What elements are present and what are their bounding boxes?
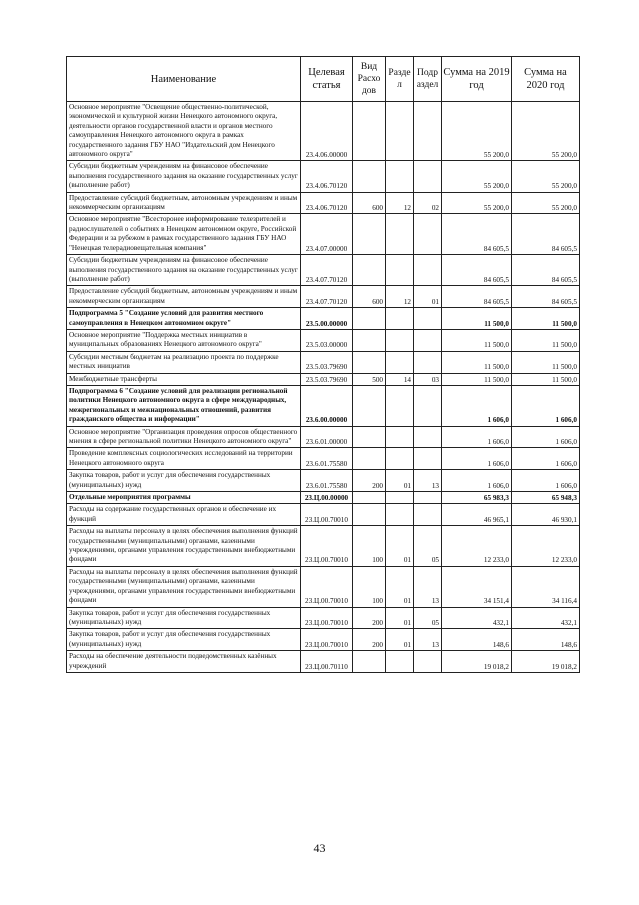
row-sum-2020-cell: 432,1	[512, 607, 580, 629]
row-name-cell: Расходы на выплаты персоналу в целях обеспечения выполнения функций государственными (муниципальными) органами, казенными учреждениями, органами управления государственными внебюджетными фондами	[67, 566, 301, 607]
row-sum-2019-cell: 148,6	[442, 629, 512, 651]
row-expense-type-cell: 100	[353, 526, 386, 567]
row-sum-2019-cell: 55 200,0	[442, 192, 512, 214]
row-target-article-cell: 23.6.01.75580	[301, 470, 353, 492]
row-expense-type-cell: 200	[353, 629, 386, 651]
row-sum-2020-cell: 84 605,5	[512, 255, 580, 286]
row-section-cell: 01	[386, 629, 414, 651]
row-expense-type-cell	[353, 385, 386, 426]
row-expense-type-cell: 600	[353, 192, 386, 214]
row-section-cell: 01	[386, 526, 414, 567]
row-sum-2019-cell: 55 200,0	[442, 161, 512, 192]
row-subsection-cell: 05	[414, 607, 442, 629]
row-target-article-cell: 23.Ц.00.70010	[301, 566, 353, 607]
row-expense-type-cell: 100	[353, 566, 386, 607]
header-sum-2019: Сумма на 2019 год	[442, 57, 512, 102]
row-subsection-cell: 01	[414, 286, 442, 308]
table-row	[67, 329, 580, 351]
table-header-row	[67, 57, 580, 102]
row-section-cell	[386, 329, 414, 351]
row-target-article-cell: 23.4.07.70120	[301, 255, 353, 286]
row-subsection-cell	[414, 504, 442, 526]
row-sum-2020-cell: 148,6	[512, 629, 580, 651]
header-subsection: Подр аздел	[414, 57, 442, 102]
row-name-cell: Субсидии бюджетным учреждениям на финансовое обеспечение выполнения государственного задания на оказание государственных услуг (выполнение работ)	[67, 161, 301, 192]
row-section-cell	[386, 102, 414, 161]
row-subsection-cell	[414, 161, 442, 192]
row-sum-2019-cell: 65 983,3	[442, 492, 512, 504]
row-target-article-cell: 23.5.03.79690	[301, 373, 353, 385]
row-expense-type-cell	[353, 426, 386, 448]
header-sum-2020: Сумма на 2020 год	[512, 57, 580, 102]
row-target-article-cell: 23.4.07.00000	[301, 214, 353, 255]
row-section-cell	[386, 448, 414, 470]
row-name-cell: Подпрограмма 6 "Создание условий для реализации региональной политики Ненецкого автономного округа в сфере международных, межрегиональных и межнациональных отношений, развития гражданского общества и информации"	[67, 385, 301, 426]
table-row	[67, 607, 580, 629]
row-sum-2020-cell: 84 605,5	[512, 214, 580, 255]
row-target-article-cell: 23.6.01.00000	[301, 426, 353, 448]
row-sum-2020-cell: 11 500,0	[512, 373, 580, 385]
row-section-cell	[386, 308, 414, 330]
table-row	[67, 629, 580, 651]
row-subsection-cell	[414, 448, 442, 470]
row-name-cell: Закупка товаров, работ и услуг для обеспечения государственных (муниципальных) нужд	[67, 470, 301, 492]
row-sum-2020-cell: 84 605,5	[512, 286, 580, 308]
row-section-cell	[386, 492, 414, 504]
row-subsection-cell	[414, 426, 442, 448]
row-section-cell: 01	[386, 470, 414, 492]
row-target-article-cell: 23.6.00.00000	[301, 385, 353, 426]
row-target-article-cell: 23.4.06.70120	[301, 192, 353, 214]
row-name-cell: Закупка товаров, работ и услуг для обеспечения государственных (муниципальных) нужд	[67, 607, 301, 629]
row-sum-2019-cell: 11 500,0	[442, 373, 512, 385]
row-expense-type-cell: 200	[353, 607, 386, 629]
row-target-article-cell: 23.Ц.00.70010	[301, 607, 353, 629]
header-section: Разде л	[386, 57, 414, 102]
row-section-cell	[386, 426, 414, 448]
row-expense-type-cell: 200	[353, 470, 386, 492]
row-subsection-cell: 03	[414, 373, 442, 385]
row-sum-2019-cell: 11 500,0	[442, 308, 512, 330]
row-name-cell: Межбюджетные трансферты	[67, 373, 301, 385]
row-target-article-cell: 23.4.06.00000	[301, 102, 353, 161]
row-sum-2019-cell: 12 233,0	[442, 526, 512, 567]
table-row	[67, 286, 580, 308]
row-subsection-cell: 05	[414, 526, 442, 567]
row-sum-2020-cell: 55 200,0	[512, 192, 580, 214]
row-sum-2019-cell: 19 018,2	[442, 651, 512, 673]
row-expense-type-cell	[353, 255, 386, 286]
budget-table-container	[66, 56, 579, 673]
row-expense-type-cell	[353, 308, 386, 330]
row-sum-2019-cell: 11 500,0	[442, 351, 512, 373]
row-section-cell	[386, 255, 414, 286]
row-section-cell: 01	[386, 566, 414, 607]
row-sum-2020-cell: 1 606,0	[512, 426, 580, 448]
row-section-cell	[386, 385, 414, 426]
header-name: Наименование	[67, 57, 301, 102]
row-section-cell	[386, 161, 414, 192]
table-row	[67, 426, 580, 448]
row-sum-2020-cell: 11 500,0	[512, 329, 580, 351]
row-target-article-cell: 23.Ц.00.70110	[301, 651, 353, 673]
row-sum-2020-cell: 1 606,0	[512, 385, 580, 426]
row-sum-2019-cell: 432,1	[442, 607, 512, 629]
row-name-cell: Отдельные мероприятия программы	[67, 492, 301, 504]
table-row	[67, 373, 580, 385]
table-row	[67, 385, 580, 426]
table-row	[67, 448, 580, 470]
row-section-cell	[386, 214, 414, 255]
row-sum-2020-cell: 55 200,0	[512, 102, 580, 161]
row-expense-type-cell	[353, 214, 386, 255]
row-sum-2020-cell: 65 948,3	[512, 492, 580, 504]
row-sum-2020-cell: 1 606,0	[512, 448, 580, 470]
table-row	[67, 651, 580, 673]
row-target-article-cell: 23.5.00.00000	[301, 308, 353, 330]
row-expense-type-cell	[353, 651, 386, 673]
row-expense-type-cell	[353, 161, 386, 192]
row-subsection-cell: 02	[414, 192, 442, 214]
row-sum-2019-cell: 1 606,0	[442, 426, 512, 448]
row-expense-type-cell: 600	[353, 286, 386, 308]
row-name-cell: Подпрограмма 5 "Создание условий для развития местного самоуправления в Ненецком автономном округе"	[67, 308, 301, 330]
row-subsection-cell	[414, 385, 442, 426]
row-sum-2020-cell: 12 233,0	[512, 526, 580, 567]
row-name-cell: Субсидии бюджетным учреждениям на финансовое обеспечение выполнения государственного задания на оказание государственных услуг (выполнение работ)	[67, 255, 301, 286]
header-target-article: Целевая статья	[301, 57, 353, 102]
row-target-article-cell: 23.Ц.00.70010	[301, 526, 353, 567]
row-name-cell: Расходы на содержание государственных органов и обеспечение их функций	[67, 504, 301, 526]
row-section-cell: 12	[386, 286, 414, 308]
row-name-cell: Основное мероприятие "Всесторонее информирование телезрителей и радиослушателей о событиях в Ненецком автономном округе, Российской Федерации и за рубежом в рамках государственного задания ГБУ НАО "Ненецкая телерадиовещательная компания"	[67, 214, 301, 255]
row-section-cell: 01	[386, 607, 414, 629]
row-sum-2019-cell: 1 606,0	[442, 470, 512, 492]
row-target-article-cell: 23.5.03.79690	[301, 351, 353, 373]
row-sum-2019-cell: 34 151,4	[442, 566, 512, 607]
row-sum-2020-cell: 46 930,1	[512, 504, 580, 526]
row-section-cell	[386, 651, 414, 673]
row-sum-2019-cell: 1 606,0	[442, 385, 512, 426]
row-name-cell: Расходы на обеспечение деятельности подведомственных казённых учреждений	[67, 651, 301, 673]
table-row	[67, 504, 580, 526]
header-expense-type: Вид Расхо дов	[353, 57, 386, 102]
row-sum-2020-cell: 34 116,4	[512, 566, 580, 607]
row-expense-type-cell	[353, 492, 386, 504]
row-section-cell: 14	[386, 373, 414, 385]
row-sum-2020-cell: 11 500,0	[512, 308, 580, 330]
row-expense-type-cell: 500	[353, 373, 386, 385]
row-sum-2020-cell: 55 200,0	[512, 161, 580, 192]
row-subsection-cell	[414, 308, 442, 330]
row-target-article-cell: 23.4.06.70120	[301, 161, 353, 192]
table-row	[67, 526, 580, 567]
row-target-article-cell: 23.Ц.00.70010	[301, 629, 353, 651]
row-subsection-cell	[414, 351, 442, 373]
row-target-article-cell: 23.6.01.75580	[301, 448, 353, 470]
table-body	[67, 102, 580, 673]
row-section-cell	[386, 351, 414, 373]
table-row	[67, 102, 580, 161]
row-name-cell: Основное мероприятие "Организация проведения опросов общественного мнения в сфере региональной политики Ненецкого автономного округа"	[67, 426, 301, 448]
row-sum-2019-cell: 84 605,5	[442, 214, 512, 255]
row-section-cell: 12	[386, 192, 414, 214]
row-expense-type-cell	[353, 102, 386, 161]
row-subsection-cell	[414, 102, 442, 161]
table-row	[67, 470, 580, 492]
table-row	[67, 566, 580, 607]
row-subsection-cell	[414, 214, 442, 255]
row-name-cell: Субсидии местным бюджетам на реализацию проекта по поддержке местных инициатив	[67, 351, 301, 373]
row-subsection-cell	[414, 329, 442, 351]
row-subsection-cell: 13	[414, 470, 442, 492]
row-subsection-cell	[414, 492, 442, 504]
row-target-article-cell: 23.Ц.00.00000	[301, 492, 353, 504]
row-name-cell: Предоставление субсидий бюджетным, автономным учреждениям и иным некоммерческим организациям	[67, 192, 301, 214]
page-number: 43	[313, 841, 326, 855]
row-name-cell: Расходы на выплаты персоналу в целях обеспечения выполнения функций государственными (муниципальными) органами, казенными учреждениями, органами управления государственными внебюджетными фондами	[67, 526, 301, 567]
row-sum-2019-cell: 84 605,5	[442, 286, 512, 308]
table-row	[67, 161, 580, 192]
row-sum-2020-cell: 19 018,2	[512, 651, 580, 673]
row-expense-type-cell	[353, 329, 386, 351]
row-sum-2019-cell: 11 500,0	[442, 329, 512, 351]
row-name-cell: Основное мероприятие "Освещение общественно-политической, экономической и культурной жизни Ненецкого автономного округа, деятельности органов государственной власти и органов местного самоуправления Ненецкого автономного округа в рамках государственного задания ГБУ НАО "Издательский дом Ненецкого автономного округа"	[67, 102, 301, 161]
row-expense-type-cell	[353, 504, 386, 526]
row-sum-2019-cell: 55 200,0	[442, 102, 512, 161]
table-row	[67, 351, 580, 373]
table-row	[67, 308, 580, 330]
row-sum-2020-cell: 11 500,0	[512, 351, 580, 373]
row-expense-type-cell	[353, 351, 386, 373]
table-row	[67, 492, 580, 504]
row-name-cell: Основное мероприятие "Поддержка местных инициатив в муниципальных образованиях Ненецкого автономного округа"	[67, 329, 301, 351]
row-name-cell: Предоставление субсидий бюджетным, автономным учреждениям и иным некоммерческим организациям	[67, 286, 301, 308]
row-target-article-cell: 23.Ц.00.70010	[301, 504, 353, 526]
row-section-cell	[386, 504, 414, 526]
table-row	[67, 214, 580, 255]
row-target-article-cell: 23.4.07.70120	[301, 286, 353, 308]
row-sum-2020-cell: 1 606,0	[512, 470, 580, 492]
row-subsection-cell: 13	[414, 566, 442, 607]
row-subsection-cell	[414, 651, 442, 673]
budget-table	[66, 56, 580, 673]
row-sum-2019-cell: 84 605,5	[442, 255, 512, 286]
row-name-cell: Проведение комплексных социологических исследований на территории Ненецкого автономного округа	[67, 448, 301, 470]
row-target-article-cell: 23.5.03.00000	[301, 329, 353, 351]
row-expense-type-cell	[353, 448, 386, 470]
table-row	[67, 255, 580, 286]
row-sum-2019-cell: 46 965,1	[442, 504, 512, 526]
row-sum-2019-cell: 1 606,0	[442, 448, 512, 470]
table-row	[67, 192, 580, 214]
row-name-cell: Закупка товаров, работ и услуг для обеспечения государственных (муниципальных) нужд	[67, 629, 301, 651]
row-subsection-cell: 13	[414, 629, 442, 651]
row-subsection-cell	[414, 255, 442, 286]
